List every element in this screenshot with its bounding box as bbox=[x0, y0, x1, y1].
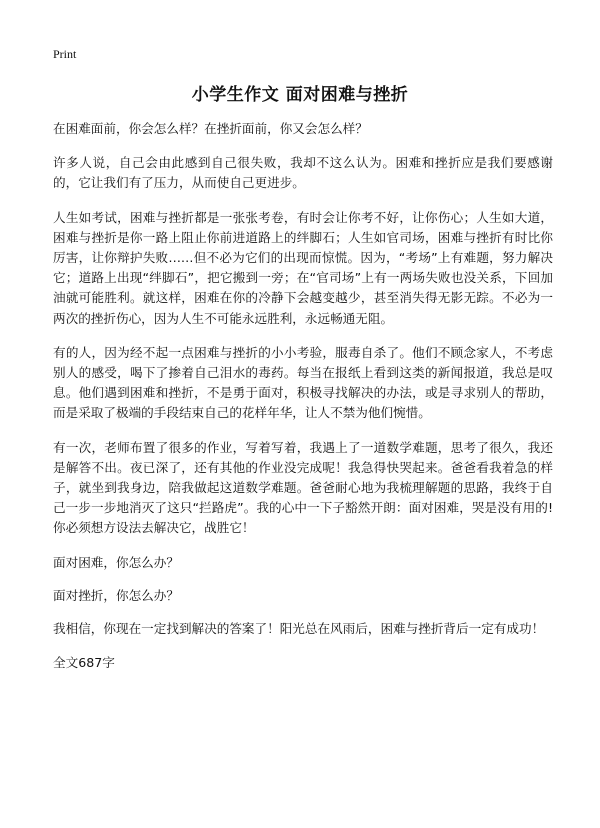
paragraph-question-difficulty: 面对困难，你怎么办？ bbox=[53, 554, 179, 570]
paragraph-giving-up: 有的人，因为经不起一点困难与挫折的小小考验，服毒自杀了。他们不顾念家人，不考虑别人的感受，喝下了掺着自己泪水的毒药。每当在报纸上看到这类的新闻报道，我总是叹息。他们遇到困难和挫折，不是勇于面对，积极寻找解决的办法，或是寻求别人的帮助，而是采取了极端的手段结束自己的花样年华，让人不禁为他们惋惜。 bbox=[53, 344, 553, 421]
paragraph-math-story: 有一次，老师布置了很多的作业，写着写着，我遇上了一道数学难题，思考了很久，我还是解答不出。夜已深了，还有其他的作业没完成呢！我急得快哭起来。爸爸看我着急的样子，就坐到我身边，陪我做起这道数学难题。爸爸耐心地为我梳理解题的思路，我终于自己一步一步地消灭了这只“拦路虎”。我的心中一下子豁然开朗：面对困难，哭是没有用的!你必须想方设法去解决它，战胜它！ bbox=[53, 439, 553, 536]
word-count: 全文687字 bbox=[53, 655, 115, 671]
paragraph-question-setback: 面对挫折，你怎么办？ bbox=[53, 587, 179, 603]
print-link[interactable]: Print bbox=[53, 47, 77, 61]
paragraph-life-metaphors: 人生如考试，困难与挫折都是一张张考卷，有时会让你考不好，让你伤心；人生如大道，困难与挫折是你一路上阻止你前进道路上的绊脚石；人生如官司场，困难与挫折有时比你厉害，让你辩护失败……但不必为它们的出现而惊慌。因为，“考场”上有难题，努力解决它；道路上出现“绊脚石”，把它搬到一旁；在“官司场”上有一两场失败也没关系，下回加油就可能胜利。就这样，困难在你的冷静下会越变越少，甚至消失得无影无踪。不必为一两次的挫折伤心，因为人生不可能永远胜利，永远畅通无阻。 bbox=[53, 209, 553, 326]
article-body bbox=[53, 119, 553, 673]
paragraph-gratitude: 许多人说，自己会由此感到自己很失败，我却不这么认为。困难和挫折应是我们要感谢的，它让我们有了压力，从而使自己更进步。 bbox=[53, 155, 553, 191]
paragraph-conclusion: 我相信，你现在一定找到解决的答案了！阳光总在风雨后，困难与挫折背后一定有成功！ bbox=[53, 621, 545, 637]
article-title: 小学生作文 面对困难与挫折 bbox=[191, 85, 409, 105]
paragraph-intro-question: 在困难面前，你会怎么样？在挫折面前，你又会怎么样？ bbox=[53, 121, 368, 136]
